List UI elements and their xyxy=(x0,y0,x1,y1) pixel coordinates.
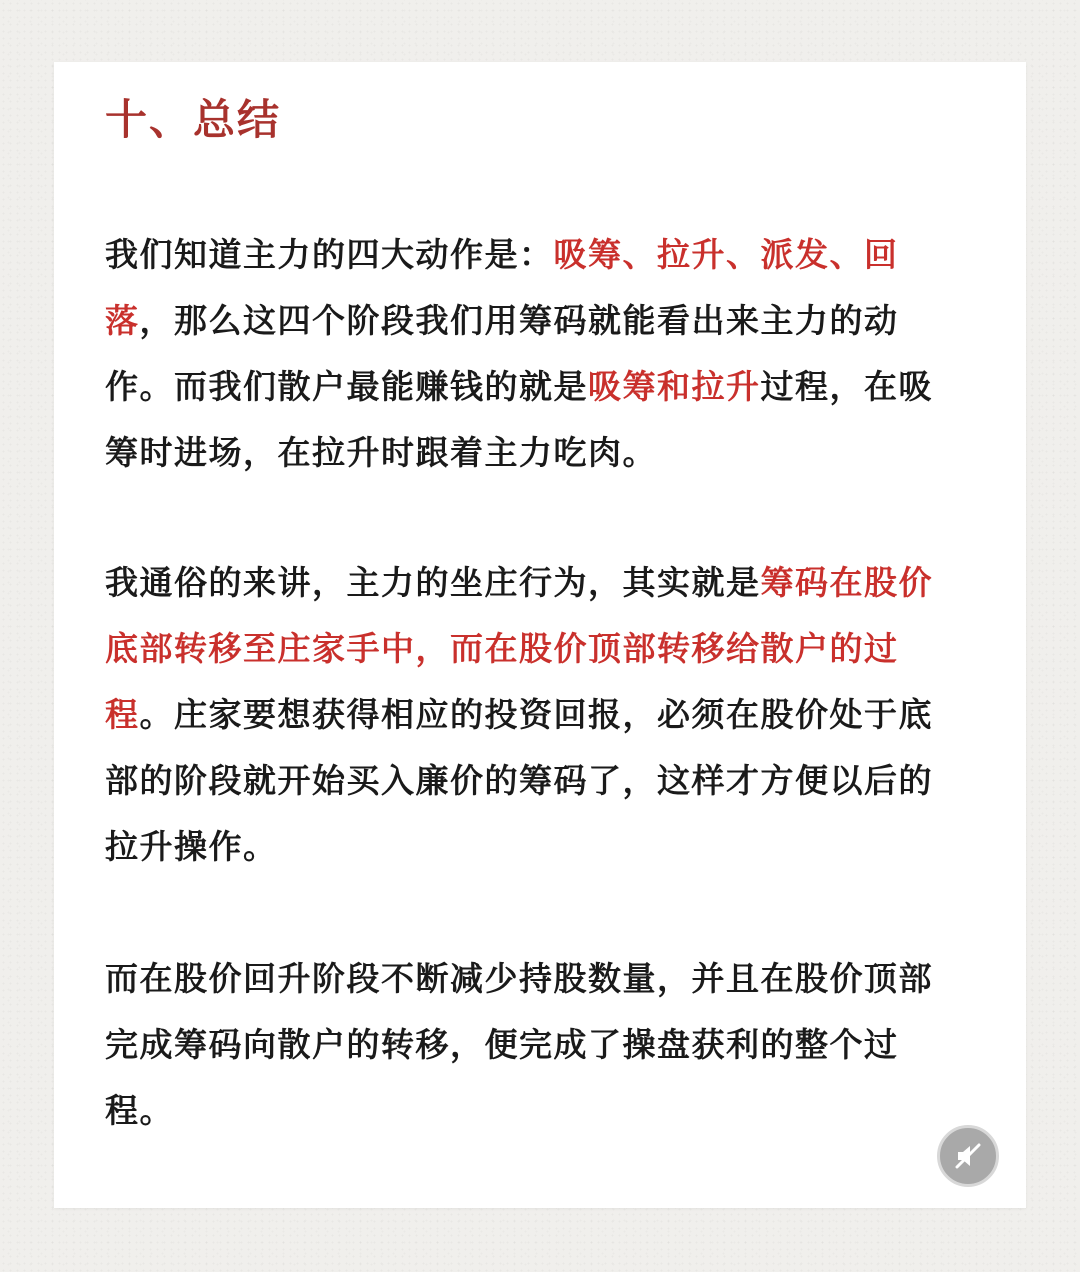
paragraph-1 xyxy=(105,222,967,486)
paragraph-1-text-3: 过程，在吸筹时进场，在拉升时跟着主力吃肉。 xyxy=(105,367,933,472)
paragraph-2-highlight-1: 筹码在股价底部转移至庄家手中，而在股价顶部转移给散户的过程 xyxy=(105,563,933,734)
mute-button[interactable] xyxy=(937,1125,999,1187)
content-card xyxy=(54,62,1026,1208)
paragraph-3 xyxy=(105,946,967,1144)
mute-speaker-icon xyxy=(953,1141,983,1171)
paragraph-1-text-1: 我们知道主力的四大动作是： xyxy=(105,235,554,274)
section-title: 十、总结 xyxy=(105,95,282,144)
paragraph-1-highlight-2: 吸筹和拉升 xyxy=(588,367,761,406)
paragraph-2-text-2: 。庄家要想获得相应的投资回报，必须在股价处于底部的阶段就开始买入廉价的筹码了，这样才方便以后的拉升操作。 xyxy=(105,695,933,866)
paragraph-1-text-2: ，那么这四个阶段我们用筹码就能看出来主力的动作。而我们散户最能赚钱的就是 xyxy=(105,301,899,406)
paragraph-3-text-1: 而在股价回升阶段不断减少持股数量，并且在股价顶部完成筹码向散户的转移，便完成了操盘获利的整个过程。 xyxy=(105,959,933,1130)
paragraph-1-highlight-1: 吸筹、拉升、派发、回落 xyxy=(105,235,899,340)
paragraph-2 xyxy=(105,550,967,880)
paragraph-2-text-1: 我通俗的来讲，主力的坐庄行为，其实就是 xyxy=(105,563,761,602)
